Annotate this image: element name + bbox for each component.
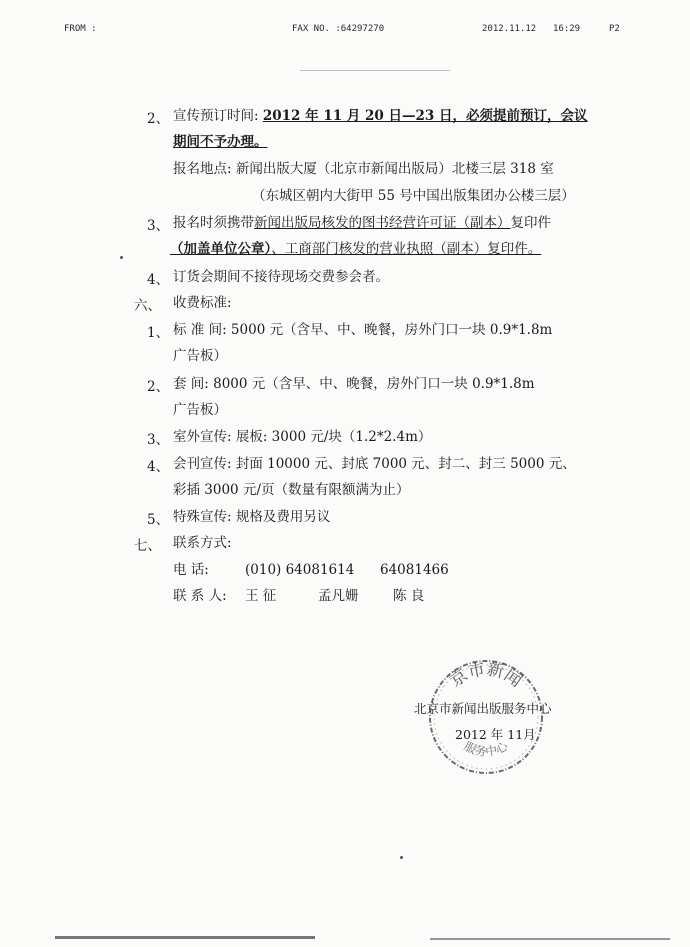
venue-value: 新闻出版大厦（北京市新闻出版局）北楼三层 318 室 [235,161,554,177]
section-number: 七、 [134,538,161,554]
fee-line: 套 间: 8000 元（含早、中、晚餐，房外门口一块 0.9*1.8m [173,376,535,392]
fee-number: 2、 [147,379,170,395]
fee-line: 广告板） [173,348,227,364]
scan-edge [55,936,315,939]
item-number: 2、 [147,111,170,127]
scan-noise [300,70,450,71]
booking-dates: 2012 年 11 月 20 日—23 日，必须提前预订，会议 [262,108,588,124]
item-3-text: 复印件 [510,215,551,231]
fee-number: 1、 [147,325,170,341]
venue-note: （东城区朝内大街甲 55 号中国出版集团办公楼三层） [252,188,575,204]
scan-noise [120,256,123,259]
section-number: 六、 [134,298,161,314]
fee-line: 彩插 3000 元/页（数量有限额满为止） [173,482,410,498]
phone-2: 64081466 [380,562,449,578]
contact-person: 陈 良 [393,588,425,604]
booking-label: 宣传预订时间: [173,108,259,124]
item-4-text: 订货会期间不接待现场交费参会者。 [173,269,389,285]
fax-page: P2 [609,24,620,34]
fee-line: 广告板） [173,402,227,418]
item-3-bold: （加盖单位公章） [170,241,272,257]
booking-note: 期间不予办理。 [173,134,268,150]
section-title: 收费标准: [173,295,232,311]
signature-date: 2012 年 11月 [455,727,536,742]
item-3-line1 [173,214,551,232]
contact-person: 孟凡姗 [318,588,359,604]
seal-text-top: 京市新闻 [446,659,526,692]
fax-number: FAX NO. :64297270 [292,24,385,34]
signature-org: 北京市新闻出版服务中心 [414,701,552,716]
fee-number: 3、 [147,432,170,448]
contact-label: 联 系 人: [173,588,227,604]
fee-line: 会刊宣传: 封面 10000 元、封底 7000 元、封二、封三 5000 元、 [173,456,576,472]
section-title: 联系方式: [173,535,232,551]
venue-line [173,160,554,178]
item-3-underlined: 复印件。 [487,241,542,257]
scan-edge [430,938,670,940]
fax-date: 2012.11.12 [482,24,537,34]
fax-time: 16:29 [553,24,581,34]
item-3-text: 报名时须携带 [173,215,254,231]
item-2-line1 [173,107,588,125]
item-3-line2 [170,240,541,258]
scan-noise [400,856,403,859]
phone-label: 电 话: [173,562,209,578]
phone-1: (010) 64081614 [245,562,355,578]
item-3-underlined: 新闻出版局核发的图书经营许可证（副本） [254,215,511,231]
fee-line: 室外宣传: 展板: 3000 元/块（1.2*2.4m） [173,429,432,445]
fee-line: 特殊宣传: 规格及费用另议 [173,509,331,525]
fee-number: 5、 [147,512,170,528]
venue-label: 报名地点: [173,161,232,177]
fee-line: 标 准 间: 5000 元（含早、中、晚餐，房外门口一块 0.9*1.8m [173,322,553,338]
contact-person: 王 征 [245,588,277,604]
item-number: 3、 [147,218,170,234]
item-3-underlined: 、工商部门核发的营业执照（副本） [271,241,488,257]
fax-from: FROM : [64,24,97,34]
fee-number: 4、 [147,459,170,475]
seal-text-bottom: 服务中心 [461,739,511,759]
item-number: 4、 [147,272,170,288]
